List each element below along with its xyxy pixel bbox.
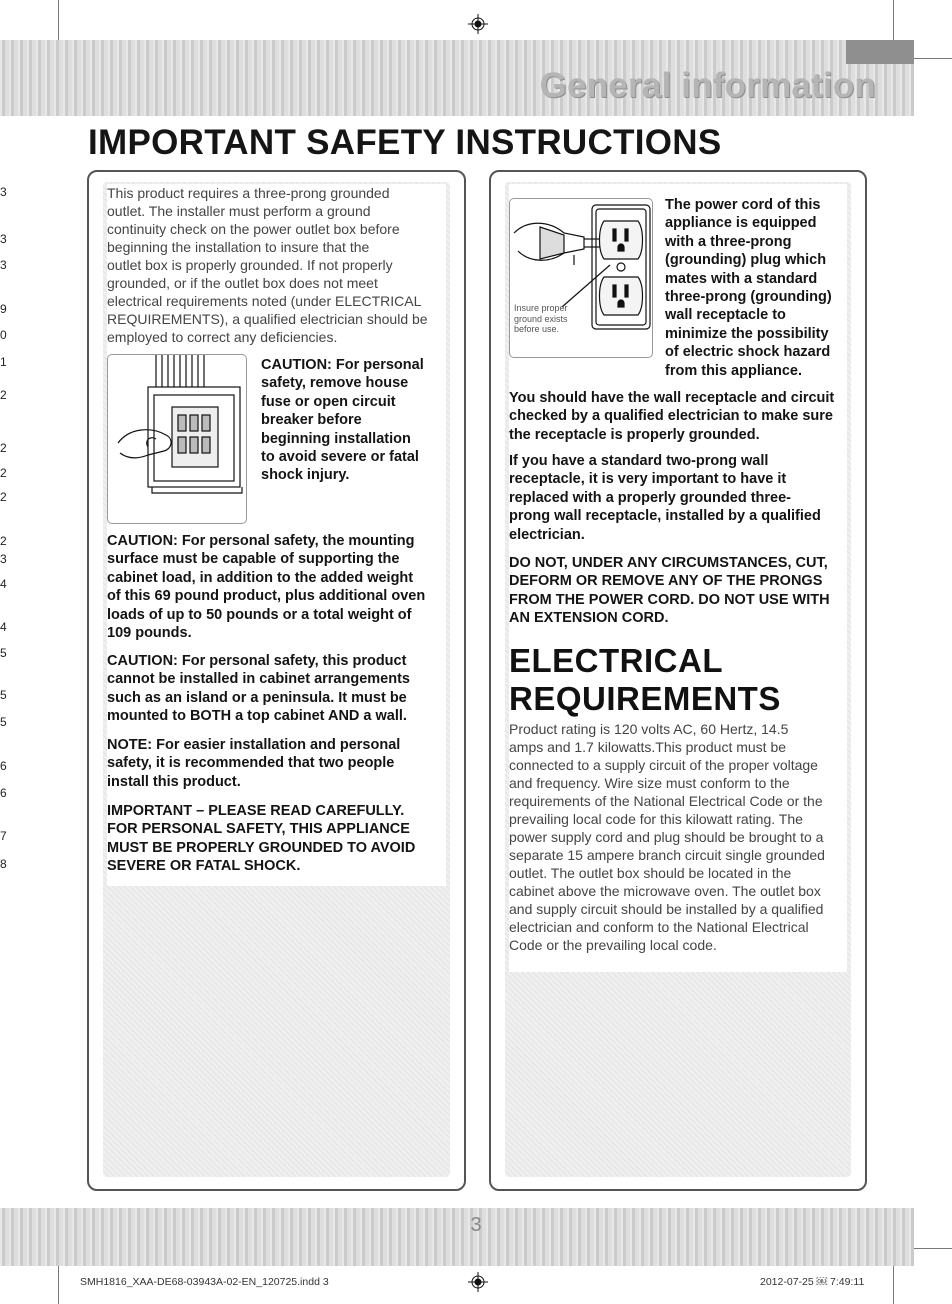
text-line: NOTE: For easier installation and personal bbox=[107, 737, 401, 753]
text-line: This product requires a three-prong grounded bbox=[107, 185, 390, 201]
breaker-box-illustration bbox=[107, 354, 247, 524]
text-line: The power cord of this bbox=[665, 197, 821, 213]
three-prong-plug-icon bbox=[510, 199, 654, 359]
text-line: electrical requirements noted (under ELECTRICAL bbox=[107, 293, 422, 309]
text-line: MUST BE PROPERLY GROUNDED TO AVOID bbox=[107, 839, 416, 856]
edge-mark: 2 bbox=[0, 388, 7, 402]
edge-mark: 0 bbox=[0, 328, 7, 342]
text-line: 109 pounds. bbox=[107, 625, 192, 642]
edge-mark: 3 bbox=[0, 258, 7, 272]
caption-line: ground exists bbox=[514, 313, 568, 324]
trim-mark-right-lower bbox=[914, 1248, 952, 1249]
text-line: (grounding) plug which bbox=[665, 252, 827, 269]
text-line: electrician and conform to the National Electrical bbox=[509, 919, 809, 935]
edge-mark: 4 bbox=[0, 577, 7, 591]
grounding-intro-text bbox=[107, 184, 447, 346]
text-line: employed to correct any deficiencies. bbox=[107, 329, 338, 345]
text-line: install this product. bbox=[107, 773, 241, 790]
grounded-outlet-illustration bbox=[509, 198, 653, 358]
trim-mark-right-upper bbox=[914, 58, 952, 59]
text-line: wall receptacle to bbox=[665, 307, 786, 324]
text-line: surface must be capable of supporting the bbox=[107, 551, 400, 568]
text-line: and frequency. Wire size must conform to the bbox=[509, 775, 790, 791]
text-line: FOR PERSONAL SAFETY, THIS APPLIANCE bbox=[107, 821, 410, 838]
text-line: CAUTION: For personal safety, the mounting bbox=[107, 533, 415, 549]
text-line: grounded, or if the outlet box does not meet bbox=[107, 275, 378, 291]
section-header-title: General information bbox=[539, 66, 876, 105]
text-line: continuity check on the power outlet box before bbox=[107, 221, 400, 237]
edge-mark: 2 bbox=[0, 466, 7, 480]
edge-mark: 2 bbox=[0, 490, 7, 504]
edge-mark: 5 bbox=[0, 646, 7, 660]
text-line: requirements of the National Electrical Code or the bbox=[509, 793, 823, 809]
text-line: receptacle, it is very important to have it bbox=[509, 471, 787, 488]
text-line: CAUTION: For personal bbox=[261, 357, 424, 373]
edge-mark: 6 bbox=[0, 759, 7, 773]
right-panel-content bbox=[509, 184, 847, 972]
breaker-panel-icon bbox=[108, 355, 248, 525]
text-line: You should have the wall receptacle and circuit bbox=[509, 390, 835, 406]
text-line: mates with a standard bbox=[665, 270, 818, 287]
caution-island-text bbox=[107, 652, 447, 726]
edge-mark: 3 bbox=[0, 185, 7, 199]
trim-mark-bottom-left bbox=[58, 1266, 59, 1304]
caption-line: before use. bbox=[514, 324, 560, 334]
text-line: beginning the installation to insure that the bbox=[107, 239, 370, 255]
left-panel-inner bbox=[103, 182, 450, 1177]
registration-mark-bottom bbox=[468, 1272, 488, 1292]
edge-mark: 2 bbox=[0, 534, 7, 548]
caution-house-fuse-text bbox=[261, 356, 451, 485]
text-line: amps and 1.7 kilowatts.This product must be bbox=[509, 739, 787, 755]
text-line: of this 69 pound product, plus additional oven bbox=[107, 588, 426, 605]
edge-mark: 7 bbox=[0, 829, 7, 843]
text-line: prevailing local code for this kilowatt rating. The bbox=[509, 811, 803, 827]
page-number: 3 bbox=[470, 1214, 482, 1236]
text-line: connected to a supply circuit of the proper voltage bbox=[509, 757, 818, 773]
text-line: DEFORM OR REMOVE ANY OF THE PRONGS bbox=[509, 573, 823, 590]
text-line: separate 15 ampere branch circuit single grounded bbox=[509, 847, 825, 863]
trim-mark-top-right bbox=[893, 0, 894, 40]
text-line: from this appliance. bbox=[665, 362, 802, 379]
trim-mark-top-left bbox=[58, 0, 59, 40]
receptacle-check-text bbox=[509, 389, 849, 444]
edge-mark: 3 bbox=[0, 552, 7, 566]
text-line: IMPORTANT – PLEASE READ CAREFULLY. bbox=[107, 803, 405, 819]
caution-mounting-text bbox=[107, 532, 447, 642]
text-line: with a three-prong bbox=[665, 233, 792, 250]
text-line: SEVERE OR FATAL SHOCK. bbox=[107, 858, 301, 875]
text-line: appliance is equipped bbox=[665, 215, 817, 232]
registration-mark-top bbox=[468, 14, 488, 34]
text-line: fuse or open circuit bbox=[261, 393, 396, 410]
text-line: shock injury. bbox=[261, 467, 350, 484]
trim-mark-bottom-right bbox=[893, 1266, 894, 1304]
electrical-requirements-text bbox=[509, 720, 854, 954]
footer-file-name: SMH1816_XAA-DE68-03943A-02-EN_120725.indd 3 bbox=[80, 1276, 329, 1288]
text-line: loads of up to 50 pounds or a total weight of bbox=[107, 606, 412, 623]
edge-mark: 1 bbox=[0, 355, 7, 369]
two-prong-receptacle-text bbox=[509, 452, 849, 544]
text-line: and supply circuit should be installed by a qualified bbox=[509, 901, 824, 917]
left-panel-content bbox=[107, 184, 446, 886]
edge-mark: 6 bbox=[0, 786, 7, 800]
heading-line: ELECTRICAL bbox=[509, 642, 723, 679]
edge-mark: 4 bbox=[0, 620, 7, 634]
footer-timestamp: 2012-07-25 ￼ 7:49:11 bbox=[760, 1276, 865, 1288]
text-line: If you have a standard two-prong wall bbox=[509, 453, 769, 469]
edge-mark: 8 bbox=[0, 857, 7, 871]
text-line: safety, remove house bbox=[261, 375, 409, 392]
right-panel bbox=[489, 170, 867, 1191]
outlet-caption bbox=[514, 303, 568, 335]
power-cord-warning bbox=[509, 554, 854, 628]
header-accent-block bbox=[846, 40, 914, 64]
text-line: AN EXTENSION CORD. bbox=[509, 610, 669, 627]
text-line: REQUIREMENTS), a qualified electrician should be bbox=[107, 311, 428, 327]
edge-mark: 3 bbox=[0, 232, 7, 246]
text-line: minimize the possibility bbox=[665, 325, 829, 342]
text-line: Code or the prevailing local code. bbox=[509, 937, 717, 953]
caption-line: Insure proper bbox=[514, 303, 568, 313]
edge-mark: 5 bbox=[0, 715, 7, 729]
text-line: breaker before bbox=[261, 412, 362, 429]
text-line: three-prong (grounding) bbox=[665, 289, 832, 306]
text-line: mounted to BOTH a top cabinet AND a wall. bbox=[107, 708, 407, 725]
text-line: to avoid severe or fatal bbox=[261, 449, 419, 466]
edge-mark: 9 bbox=[0, 302, 7, 316]
text-line: cabinet above the microwave oven. The outlet box bbox=[509, 883, 821, 899]
text-line: CAUTION: For personal safety, this product bbox=[107, 653, 407, 669]
heading-line: REQUIREMENTS bbox=[509, 680, 781, 717]
text-line: cannot be installed in cabinet arrangements bbox=[107, 671, 410, 688]
text-line: Product rating is 120 volts AC, 60 Hertz, 14.5 bbox=[509, 721, 789, 737]
text-line: such as an island or a peninsula. It must be bbox=[107, 689, 407, 706]
text-line: cabinet load, in addition to the added weight bbox=[107, 569, 414, 586]
text-line: DO NOT, UNDER ANY CIRCUMSTANCES, CUT, bbox=[509, 555, 828, 571]
right-panel-inner bbox=[505, 182, 851, 1177]
text-line: the receptacle is properly grounded. bbox=[509, 426, 760, 443]
edge-mark: 2 bbox=[0, 441, 7, 455]
electrical-requirements-heading bbox=[509, 642, 781, 718]
important-grounding-warning bbox=[107, 802, 447, 876]
text-line: electrician. bbox=[509, 526, 585, 543]
power-cord-description bbox=[665, 196, 851, 380]
text-line: of electric shock hazard bbox=[665, 344, 831, 361]
text-line: outlet box is properly grounded. If not properly bbox=[107, 257, 393, 273]
edge-mark: 5 bbox=[0, 688, 7, 702]
note-two-people-text bbox=[107, 736, 447, 791]
text-line: outlet. The outlet box should be located in the bbox=[509, 865, 792, 881]
text-line: prong wall receptacle, installed by a qualified bbox=[509, 508, 821, 525]
left-panel bbox=[87, 170, 466, 1191]
page-title: IMPORTANT SAFETY INSTRUCTIONS bbox=[88, 123, 722, 162]
text-line: checked by a qualified electrician to make sure bbox=[509, 408, 833, 425]
text-line: FROM THE POWER CORD. DO NOT USE WITH bbox=[509, 591, 830, 608]
text-line: safety, it is recommended that two people bbox=[107, 755, 395, 772]
text-line: power supply cord and plug should be brought to a bbox=[509, 829, 824, 845]
text-line: replaced with a properly grounded three- bbox=[509, 489, 791, 506]
text-line: beginning installation bbox=[261, 430, 411, 447]
text-line: outlet. The installer must perform a ground bbox=[107, 203, 371, 219]
